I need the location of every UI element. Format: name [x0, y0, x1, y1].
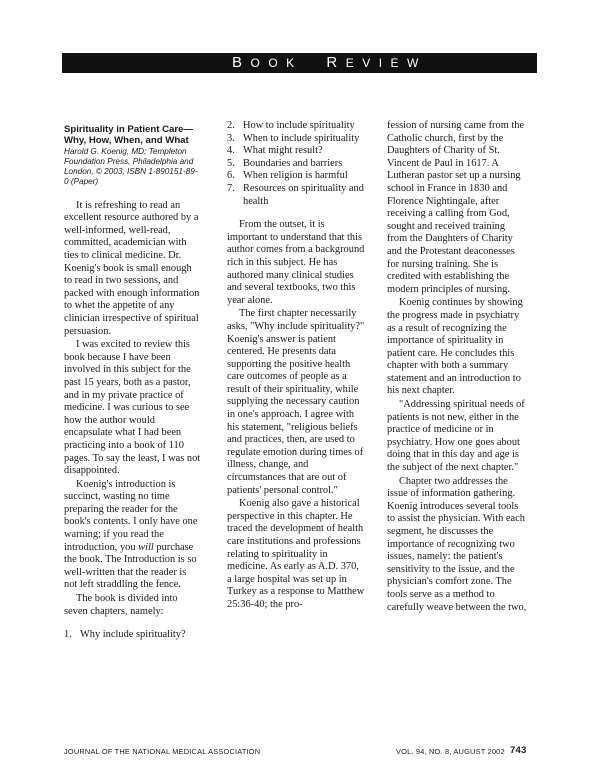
list-item [227, 120, 365, 133]
list-text: Why include spirituality? [80, 629, 186, 641]
paragraph: The first chapter necessarily asks, "Why include spirituality?" Koenig's answer is patient centered. He presents data supporting the positive health care outcomes of people as a result of their spirituality, while supplying the necessary caution in one's approach. I agree with his statement, "religious beliefs and practices, then, are used to regulate emotion during times of illness, change, and circumstances that are out of patients' personal control." [227, 308, 365, 496]
list-number: 5. [227, 157, 235, 169]
list-text: Resources on spirituality and health [243, 182, 364, 207]
list-number: 6. [227, 170, 235, 182]
chapter-list [64, 629, 202, 642]
book-title: Spirituality in Patient Care—Why, How, When, and What [64, 124, 194, 147]
list-item [227, 158, 365, 171]
list-item [227, 145, 365, 158]
list-text: How to include spirituality [243, 120, 355, 131]
list-text: When to include spirituality [243, 132, 360, 144]
footer-journal: JOURNAL OF THE NATIONAL MEDICAL ASSOCIATION [64, 747, 261, 756]
emphasis: will [138, 541, 154, 553]
page-number: 743 [510, 745, 527, 756]
list-text: When religion is harmful [243, 170, 348, 182]
section-title [232, 53, 427, 73]
list-number: 2. [227, 120, 235, 131]
paragraph [64, 479, 202, 592]
list-item [227, 170, 365, 183]
column-3 [387, 120, 527, 614]
section-banner [62, 53, 537, 73]
paragraph: I was excited to review this book because I have been involved in this subject for the past 15 years, both as a pastor, and in my private practice of medicine. I was curious to see how the author would encapsulate what I had been practicing into a book of 110 pages. To say the least, I was not disappointed. [64, 339, 201, 477]
paragraph: Chapter two addresses the issue of information gathering. Koenig introduces several tools to assist the physician. With each segment, he discusses the importance of recognizing two issues, namely: the patient's sensitivity to the issue, and the physician's comfort zone. The tools serve as a method to carefully weave between the two, [387, 475, 527, 613]
banner-word-1: OOK [250, 56, 303, 70]
list-item [227, 133, 365, 146]
paragraph-text: purchase the book. The Introduction is so well-written that the reader is not left straddling the fence. [64, 541, 197, 591]
paragraph: fession of nursing came from the Catholic church, first by the Daughters of Charity of St. Vincent de Paul in 1617. A Lutheran pastor set up a nursing school in France in 1830 and Florence Nightingale, after receiving a calling from God, sought and received training from the Daughters of Charity and the Protestant deaconesses for nursing training. She is credited with establishing the modern principles of nursing. [387, 120, 525, 295]
banner-initial-1: B [232, 54, 251, 71]
chapter-list-continued [227, 120, 365, 208]
list-text: What might result? [243, 145, 323, 157]
paragraph: It is refreshing to read an excellent resource authored by a well-informed, well-read, committed, academician with ties to clinical medicine. Dr. Koenig's book is small enough to read in two sessions, and packed with enough information to whet the appetite of any clinician irrespective of spiritual persuasion. [64, 199, 200, 337]
banner-initial-2: R [326, 54, 346, 71]
list-number: 4. [227, 145, 235, 157]
list-item [64, 629, 202, 642]
banner-word-2: EVIEW [345, 56, 427, 70]
footer-issue: VOL. 94, NO. 8, AUGUST 2002 [396, 747, 505, 756]
list-number: 1. [64, 629, 72, 641]
paragraph: "Addressing spiritual needs of patients is not new, either in the practice of medicine or in psychiatry. How one goes about doing that in this day and age is the subject of the next chapter." [387, 399, 525, 474]
list-text: Boundaries and barriers [243, 157, 343, 169]
paragraph: Koenig continues by showing the progress made in psychiatry as a result of recognizing the importance of spirituality in patient care. He concludes this chapter with both a summary statement and an introduction to his next chapter. [387, 297, 523, 397]
paragraph: The book is divided into seven chapters, namely: [64, 593, 178, 617]
list-item [227, 183, 365, 208]
book-citation: Harold G. Koenig, MD; Templeton Foundation Press, Philadelphia and London, © 2003, ISBN 1-890151-89-0 (Paper) [64, 146, 198, 187]
list-number: 7. [227, 182, 235, 194]
list-number: 3. [227, 132, 235, 144]
paragraph-text: Koenig's introduction is succinct, wasting no time preparing the reader for the book's contents. I only have one warning; if you read the introduction, you [64, 478, 198, 553]
column-1 [64, 118, 202, 642]
paragraph: From the outset, it is important to understand that this author comes from a background rich in this subject. He has authored many clinical studies and several textbooks, two this year alone. [227, 219, 365, 306]
paragraph: Koenig also gave a historical perspective in this chapter. He traced the development of health care institutions and professions relating to spirituality in medicine. As early as A.D. 370, a large hospital was set up in Turkey as a response to Matthew 25:36-40; the pro- [227, 498, 365, 610]
column-2 [227, 120, 365, 612]
